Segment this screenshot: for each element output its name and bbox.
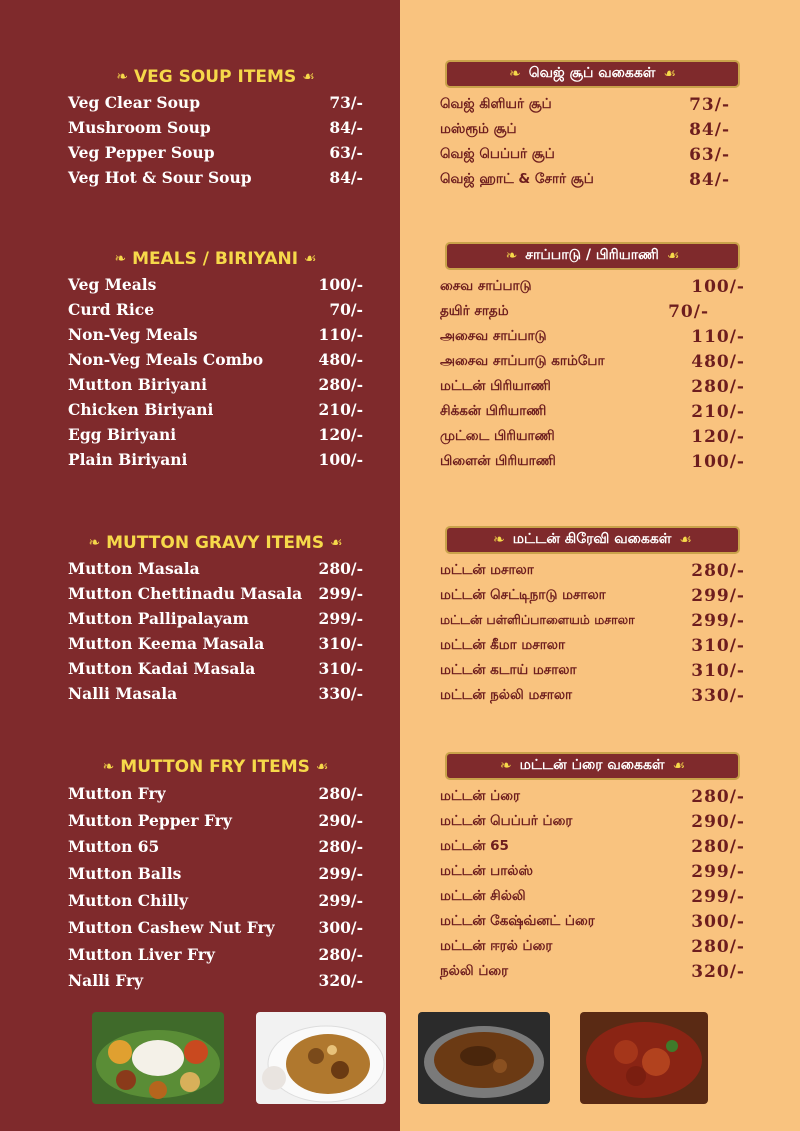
menu-item: தயிர் சாதம் 70/- bbox=[440, 301, 709, 322]
english-veg-soup-section bbox=[68, 64, 363, 190]
mutton-fry-photo bbox=[580, 1012, 708, 1104]
ornament-icon: ❧ bbox=[493, 532, 505, 548]
menu-item: Curd Rice 70/- bbox=[68, 300, 363, 319]
ornament-icon: ☙ bbox=[330, 535, 343, 551]
section-heading-banner: ❧ சாப்பாடு / பிரியாணி ☙ bbox=[445, 242, 740, 270]
menu-item: Mutton Liver Fry 280/- bbox=[68, 944, 363, 964]
menu-item: Mutton Biriyani 280/- bbox=[68, 375, 363, 394]
meals-plate-photo bbox=[92, 1012, 224, 1104]
menu-item: Mutton Balls 299/- bbox=[68, 864, 363, 884]
menu-item: மட்டன் கேஷ்வ்னட் ப்ரை 300/- bbox=[440, 911, 745, 932]
menu-item: மட்டன் பிரியாணி 280/- bbox=[440, 376, 745, 397]
menu-item: Veg Meals 100/- bbox=[68, 275, 363, 294]
menu-item: Veg Clear Soup 73/- bbox=[68, 93, 363, 112]
menu-item: Mutton Masala 280/- bbox=[68, 559, 363, 578]
menu-item: Nalli Fry 320/- bbox=[68, 971, 363, 991]
tamil-mutton-gravy-section bbox=[440, 526, 745, 708]
english-meals-section bbox=[68, 246, 363, 472]
section-heading-banner: ❧ மட்டன் கிரேவி வகைகள் ☙ bbox=[445, 526, 740, 554]
menu-item: மட்டன் நல்லி மசாலா 330/- bbox=[440, 685, 745, 706]
biriyani-photo bbox=[256, 1012, 386, 1104]
menu-item: Chicken Biriyani 210/- bbox=[68, 400, 363, 419]
menu-item: வெஜ் கிளியர் சூப் 73/- bbox=[440, 94, 730, 115]
menu-item: சிக்கன் பிரியாணி 210/- bbox=[440, 401, 745, 422]
mutton-gravy-photo bbox=[418, 1012, 550, 1104]
menu-item: Nalli Masala 330/- bbox=[68, 684, 363, 703]
ornament-icon: ☙ bbox=[666, 248, 680, 264]
ornament-icon: ☙ bbox=[315, 759, 329, 775]
menu-item: Mutton 65 280/- bbox=[68, 837, 363, 857]
menu-item: Non-Veg Meals 110/- bbox=[68, 325, 363, 344]
section-heading-banner: ❧ மட்டன் ப்ரை வகைகள் ☙ bbox=[445, 752, 740, 780]
section-heading: ❧ MUTTON GRAVY ITEMS ☙ bbox=[88, 533, 343, 553]
ornament-icon: ❧ bbox=[116, 69, 128, 85]
menu-item: Plain Biriyani 100/- bbox=[68, 450, 363, 469]
ornament-icon: ❧ bbox=[114, 251, 127, 267]
english-mutton-fry-section bbox=[68, 754, 363, 994]
menu-item: மட்டன் செட்டிநாடு மசாலா 299/- bbox=[440, 585, 745, 606]
section-heading: ❧ VEG SOUP ITEMS ☙ bbox=[116, 67, 315, 87]
menu-item: மட்டன் கடாய் மசாலா 310/- bbox=[440, 660, 745, 681]
menu-item: Veg Hot & Sour Soup 84/- bbox=[68, 168, 363, 187]
menu-item: Mutton Chettinadu Masala 299/- bbox=[68, 584, 363, 603]
menu-item: Mutton Keema Masala 310/- bbox=[68, 634, 363, 653]
menu-item: Mutton Chilly 299/- bbox=[68, 891, 363, 911]
menu-item: Egg Biriyani 120/- bbox=[68, 425, 363, 444]
menu-item: அசைவ சாப்பாடு 110/- bbox=[440, 326, 745, 347]
menu-item: Veg Pepper Soup 63/- bbox=[68, 143, 363, 162]
ornament-icon: ☙ bbox=[302, 69, 315, 85]
menu-item: பிளைன் பிரியாணி 100/- bbox=[440, 451, 745, 472]
menu-item: வெஜ் பெப்பர் சூப் 63/- bbox=[440, 144, 730, 165]
menu-item: வெஜ் ஹாட் & சோர் சூப் 84/- bbox=[440, 169, 730, 190]
english-mutton-gravy-section bbox=[68, 530, 363, 706]
ornament-icon: ❧ bbox=[508, 66, 521, 82]
section-heading-banner: ❧ வெஜ் சூப் வகைகள் ☙ bbox=[445, 60, 740, 88]
menu-item: Mutton Pallipalayam 299/- bbox=[68, 609, 363, 628]
menu-item: Mushroom Soup 84/- bbox=[68, 118, 363, 137]
menu-item: மட்டன் கீமா மசாலா 310/- bbox=[440, 635, 745, 656]
ornament-icon: ❧ bbox=[88, 535, 101, 551]
tamil-meals-section bbox=[440, 242, 745, 474]
menu-item: Non-Veg Meals Combo 480/- bbox=[68, 350, 363, 369]
menu-item: மட்டன் மசாலா 280/- bbox=[440, 560, 745, 581]
menu-item: மட்டன் ப்ரை 280/- bbox=[440, 786, 745, 807]
ornament-icon: ❧ bbox=[102, 759, 115, 775]
section-heading: ❧ MUTTON FRY ITEMS ☙ bbox=[102, 757, 329, 777]
menu-item: மஸ்ரூம் சூப் 84/- bbox=[440, 119, 730, 140]
ornament-icon: ❧ bbox=[499, 758, 512, 774]
ornament-icon: ☙ bbox=[679, 532, 692, 548]
menu-item: மட்டன் பால்ஸ் 299/- bbox=[440, 861, 745, 882]
menu-item: மட்டன் பள்ளிப்பாளையம் மசாலா 299/- bbox=[440, 610, 745, 631]
section-heading: ❧ MEALS / BIRIYANI ☙ bbox=[114, 249, 317, 269]
menu-item: Mutton Fry 280/- bbox=[68, 783, 363, 803]
menu-item: மட்டன் 65 280/- bbox=[440, 836, 745, 857]
menu-item: முட்டை பிரியாணி 120/- bbox=[440, 426, 745, 447]
menu-item: Mutton Cashew Nut Fry 300/- bbox=[68, 917, 363, 937]
ornament-icon: ❧ bbox=[505, 248, 518, 264]
menu-item: மட்டன் சில்லி 299/- bbox=[440, 886, 745, 907]
ornament-icon: ☙ bbox=[672, 758, 686, 774]
menu-item: Mutton Kadai Masala 310/- bbox=[68, 659, 363, 678]
tamil-mutton-fry-section bbox=[440, 752, 745, 984]
ornament-icon: ☙ bbox=[304, 251, 317, 267]
menu-item: மட்டன் பெப்பர் ப்ரை 290/- bbox=[440, 811, 745, 832]
menu-item: நல்லி ப்ரை 320/- bbox=[440, 961, 745, 982]
ornament-icon: ☙ bbox=[663, 66, 677, 82]
menu-item: சைவ சாப்பாடு 100/- bbox=[440, 276, 745, 297]
tamil-veg-soup-section bbox=[440, 60, 745, 192]
menu-item: மட்டன் ஈரல் ப்ரை 280/- bbox=[440, 936, 745, 957]
menu-item: அசைவ சாப்பாடு காம்போ 480/- bbox=[440, 351, 745, 372]
menu-item: Mutton Pepper Fry 290/- bbox=[68, 810, 363, 830]
